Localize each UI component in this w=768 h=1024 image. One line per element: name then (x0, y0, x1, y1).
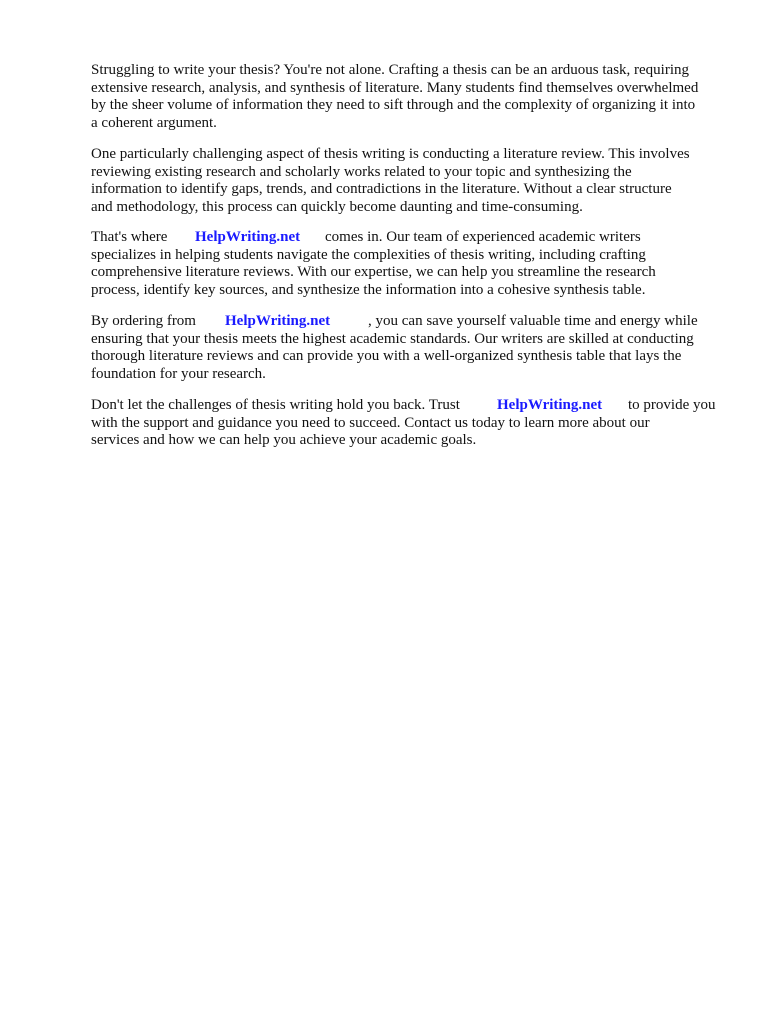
text-line: with the support and guidance you need to succeed. Contact us today to learn more about our (91, 414, 650, 431)
text-line: services and how we can help you achieve your academic goals. (91, 432, 477, 448)
text-line: a coherent argument. (91, 114, 217, 131)
text-line: foundation for your research. (91, 365, 266, 382)
text-segment: comes in. Our team of experienced academic writers (325, 229, 641, 245)
text-line: ensuring that your thesis meets the highest academic standards. Our writers are skilled at conducting (91, 330, 694, 347)
text-line: reviewing existing research and scholarly works related to your topic and synthesizing the (91, 163, 632, 180)
text-line: Struggling to write your thesis? You're not alone. Crafting a thesis can be an arduous task, requiring (91, 62, 690, 78)
text-line: information to identify gaps, trends, and contradictions in the literature. Without a clear structure (91, 181, 672, 197)
text-line: extensive research, analysis, and synthesis of literature. Many students find themselves overwhelmed (91, 79, 699, 96)
text-line: thorough literature reviews and can provide you with a well-organized synthesis table that lays the (91, 348, 682, 364)
helpwriting-link[interactable]: HelpWriting.net (225, 313, 331, 329)
text-line: and methodology, this process can quickly become daunting and time-consuming. (91, 198, 583, 215)
text-line: comprehensive literature reviews. With our expertise, we can help you streamline the research (91, 264, 656, 280)
text-segment: By ordering from (91, 313, 196, 329)
text-segment: Don't let the challenges of thesis writing hold you back. Trust (91, 397, 460, 413)
text-line: by the sheer volume of information they need to sift through and the complexity of organizing it into (91, 97, 696, 113)
helpwriting-link[interactable]: HelpWriting.net (195, 229, 301, 245)
helpwriting-link[interactable]: HelpWriting.net (497, 397, 603, 413)
text-segment: That's where (91, 229, 168, 245)
text-line: One particularly challenging aspect of thesis writing is conducting a literature review. This involves (91, 146, 690, 162)
text-segment: , you can save yourself valuable time and energy while (368, 313, 698, 329)
text-line: specializes in helping students navigate the complexities of thesis writing, including crafting (91, 246, 646, 263)
text-segment: to provide you (628, 397, 716, 413)
text-line: process, identify key sources, and synthesize the information into a cohesive synthesis table. (91, 281, 646, 298)
